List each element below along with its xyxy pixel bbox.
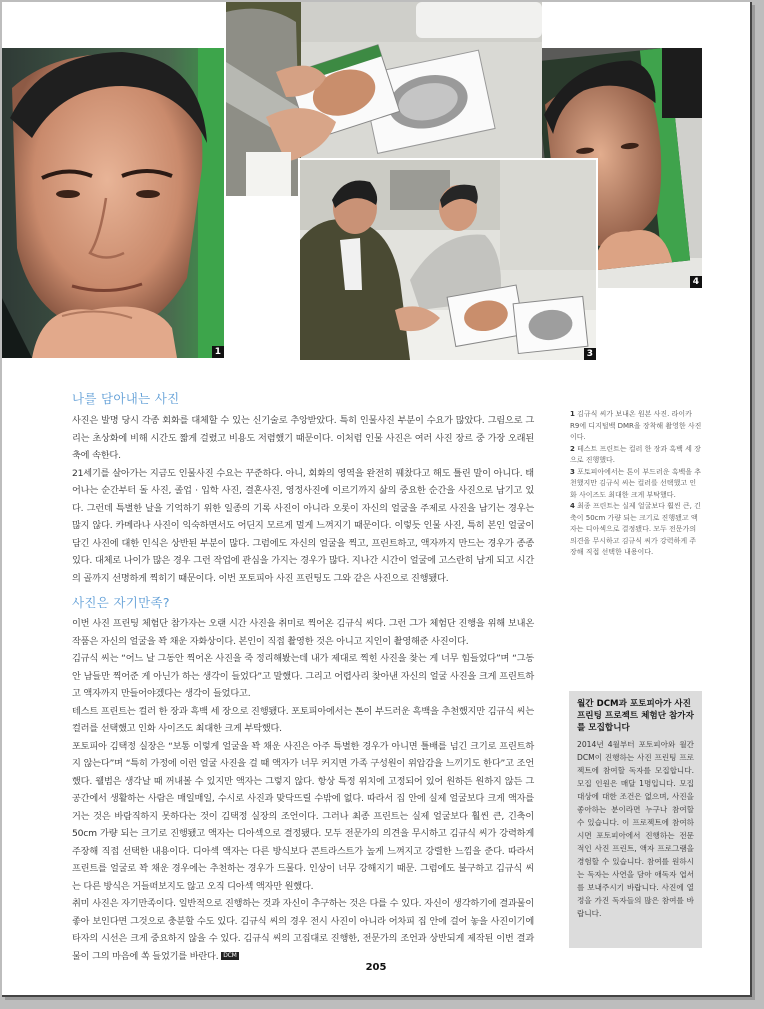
consultation-image: [300, 160, 596, 360]
body-paragraph-last: [72, 895, 534, 965]
caption-text: 최종 프린트는 실제 얼굴보다 훨씬 큰, 긴축이 50cm 가량 되는 크기로 진행됐고 액자는 디아섹으로 결정됐다. 모두 전문가의 의견을 무시하고 김규식 씨가 강력하게 주장해 직접 선택한 내용이다.: [570, 502, 701, 556]
caption-item: [570, 444, 702, 467]
caption-number: 1: [570, 410, 575, 418]
photo-number-4: 4: [690, 276, 702, 288]
box-title: 월간 DCM과 포토피아가 사진 프린팅 프로젝트 체험단 참가자를 모집합니다: [577, 699, 694, 733]
section-body-2: [72, 615, 534, 965]
consultation-photo: [298, 158, 598, 362]
caption-number: 3: [570, 467, 575, 476]
photo-number-1: 1: [212, 346, 224, 358]
caption-item: [570, 501, 702, 559]
body-paragraph: 김규식 씨는 “어느 날 그동안 찍어온 사진을 죽 정리해봤는데 내가 제대로 찍힌 사진을 찾는 게 너무 힘들었다”며 “그동안 남들만 찍어준 게 아닌가 하는 생각이 들었다”고 말했다. 그리고 어렵사리 찾아낸 자신의 얼굴 사진을 크게 프린트하고 액자까지 만들어야겠다는 생각이 들었다고.: [72, 653, 534, 699]
body-paragraph: 이번 사진 프린팅 체험단 참가자는 오랜 시간 사진을 취미로 찍어온 김규식 씨다. 그런 그가 체험단 진행을 위해 보내온 작품은 자신의 얼굴을 꽉 채운 자화상이다. 본인이 직접 촬영한 것은 아니고 지인이 촬영해준 사진이다.: [72, 618, 534, 647]
box-text: 2014년 4월부터 포토피아와 월간 DCM이 진행하는 사진 프린팅 프로젝트에 참여할 독자를 모집합니다. 모집 인원은 매달 1명입니다. 모집 대상에 대한 조건은 없으며, 사진을 좋아하는 분이라면 누구나 참여할 수 있습니다. 이 프로젝트에 참여하시면 포토피아에서 진행하는 전문적인 사진 프린트, 액자 프로그램을 경험할 수 있습니다. 참여를 원하시는 독자는 사연을 담아 애독자 엽서를 보내주시기 바랍니다. 사진에 열정을 가진 독자들의 많은 참여를 바랍니다.: [577, 740, 694, 918]
portrait-image: [2, 48, 224, 358]
section-body-1: [72, 412, 534, 587]
caption-text: 김규식 씨가 보내온 원본 사진. 라이카 R9에 디지털백 DMR을 장착해 촬영한 사진이다.: [570, 410, 702, 441]
body-paragraph: 21세기를 살아가는 지금도 인물사진 수요는 꾸준하다. 아니, 회화의 영역을 완전히 꿰찼다고 해도 틀린 말이 아니다. 태어나는 순간부터 돌 사진, 졸업 · 입학 사진, 결혼사진, 영정사진에 이르기까지 삶의 중요한 순간을 사진으로 남기고 있다. 그런데 특별한 날을 기억하기 위한 일종의 기록 사진이 아니라 오롯이 자신의 얼굴을 주제로 사진을 남기는 경우는 많지 않다. 카메라나 사진이 익숙하면서도 어딘지 모르게 멀게 느껴지기 때문이다. 이렇듯 인물 사진, 특히 본인 얼굴이 담긴 사진에 대한 인식은 상반된 부분이 많다. 그럼에도 자신의 얼굴을 찍고, 프린트하고, 액자까지 만드는 경우가 종종 있다. 대체로 나이가 많은 경우 그런 작업에 관심을 가지는 경우가 많다. 지나간 시간이 얼굴에 고스란히 남게 되고 시간의 골까지 선명하게 찍히기 때문이다. 이번 포토피아 사진 프린팅도 그와 같은 사진으로 진행됐다.: [72, 467, 534, 584]
reader-recruitment-box: [569, 691, 702, 948]
end-mark-badge: DCM: [223, 952, 237, 959]
caption-item: [570, 409, 702, 444]
body-paragraph: 포토피아 김택정 실장은 “보통 이렇게 얼굴을 꽉 채운 사진은 아주 특별한 경우가 아니면 틀배를 넘긴 크기로 프린트하지 않는다”며 “특히 가정에 이런 얼굴 사진을 걸 때 액자가 너무 커지면 가족 구성원이 위압감을 느끼기도 한다”고 조언했다. 웰범은 생각날 때 꺼내볼 수 있지만 액자는 그렇지 않다. 항상 특정 위치에 고정되어 있어 원하든 원하지 않든 그 공간에서 생활하는 사람은 매일매일, 수시로 사진과 맞닥뜨릴 수밖에 없다. 따라서 집 안에 실제 얼굴보다 크게 액자를 거는 것은 바람직하지 못하다는 것이 김택정 실장의 조언이다. 그러나 최종 프린트는 실제 얼굴보다 훨씬 큰, 긴축이 50cm 가량 되는 크기로 진행됐고 액자는 디아섹으로 결정됐다. 모두 전문가의 의견을 무시하고 김규식 씨가 강력하게 주장해 직접 선택한 내용이다. 디아섹 액자는 다른 방식보다 콘트라스트가 높게 느껴지고 강렬한 느낌을 준다. 따라서 프린트를 얼굴로 꽉 채운 경우에는 추천하는 경우가 드물다. 인상이 너무 강해지기 때문. 그럼에도 불구하고 김규식 씨는 다른 방식은 거들떠보지도 않고 오직 디아섹 액자만 원했다.: [72, 740, 534, 892]
section-title-1: 나를 담아내는 사진: [72, 391, 180, 406]
caption-text: 테스트 프린트는 컬러 한 장과 흑백 세 장으로 진행했다.: [570, 444, 701, 464]
caption-text: 포토피아에서는 톤이 부드러운 흑백을 추천했지만 김규식 씨는 컬러를 선택했고 인화 사이즈도 최대한 크게 부탁했다.: [570, 467, 701, 499]
photo-number-3: 3: [584, 348, 596, 360]
page-number: 205: [365, 962, 387, 973]
body-paragraph-text: 취미 사진은 자기만족이다. 일반적으로 진행하는 것과 자신이 추구하는 것은 다를 수 있다. 자신이 생각하기에 결과물이 좋아 보인다면 그것으로 충분할 수도 있다. 김규식 씨의 경우 전시 사진이 아니라 어차피 집 안에 걸어 놓을 사진이기에 타자의 시선은 크게 중요하지 않을 수 있다. 김규식 씨의 고집대로 진행한, 전문가의 조언과 상반되게 제작된 이번 결과물이 그의 마음에 쏙 들었기를 바란다.: [72, 898, 534, 962]
caption-number: 2: [570, 444, 575, 453]
photo-captions: [570, 409, 702, 559]
caption-item: [570, 467, 702, 502]
body-paragraph: 테스트 프린트는 컬러 한 장과 흑백 세 장으로 진행됐다. 포토피아에서는 톤이 부드러운 흑백을 추천했지만 김규식 씨는 컬러를 선택했고 인화 사이즈도 최대한 크게 부탁했다.: [72, 705, 534, 734]
magazine-page: [2, 2, 752, 997]
portrait-photo: [2, 48, 224, 358]
section-title-2: 사진은 자기만족?: [72, 595, 170, 610]
body-paragraph: 사진은 발명 당시 각종 회화를 대체할 수 있는 신기술로 추앙받았다. 특히 인물사진 부분이 수요가 많았다. 그림으로 그리는 초상화에 비해 시간도 짧게 걸렸고 비용도 저렴했기 때문이다. 이처럼 인물 사진은 여러 사진 장르 중 가장 오래된 축에 속한다.: [72, 415, 534, 461]
caption-number: 4: [570, 502, 575, 510]
